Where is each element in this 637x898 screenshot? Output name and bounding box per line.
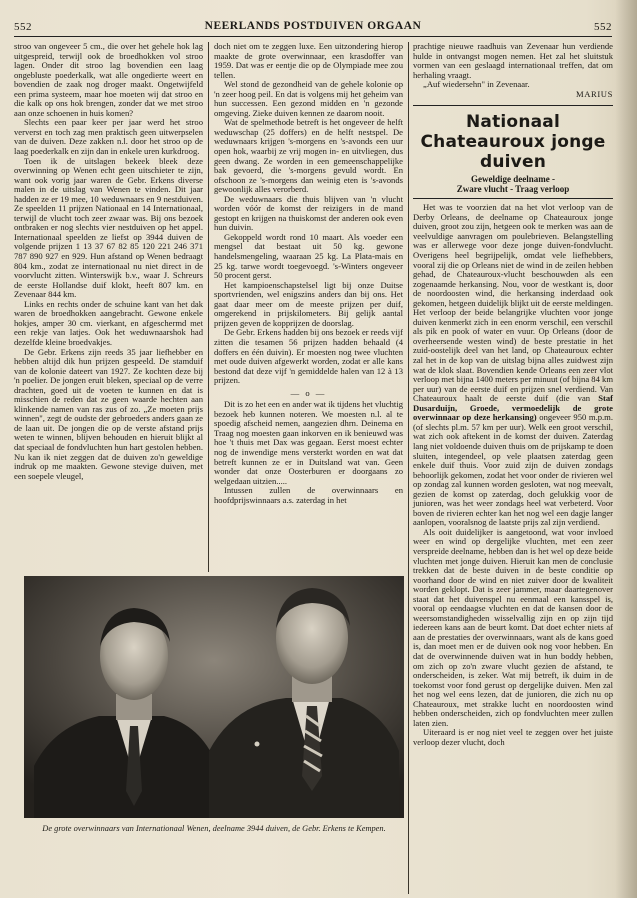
- paragraph: De weduwnaars die thuis blijven van 'n vlucht worden vóór de komst der reizigers in de mand gestopt en krijgen na thuiskomst der anderen ook even hun duivin.: [214, 193, 403, 233]
- paragraph: stroo van ongeveer 5 cm., die over het gehele hok lag uitgespreid, terwijl ook de broedhokken vol stroo lagen. Onder dit stroo lag bovendien een laag ongebluste poederkalk, wat alle ongedierte weert en bovendien de zaak nog droger maakt. Ongetwijfeld een prima systeem, maar hoe moeten wij dat stroo en die kalk op ons hok brengen, zonder dat we met stroo aan onze schoenen in huis komen?: [14, 41, 203, 118]
- paragraph: Als ooit duidelijker is aangetoond, wat voor invloed weer en wind op dergelijke vluchten, met een zeer verspreide deelname, hebben dan is het wel op deze beide vluchten met jonge duiven. Hieruit kan men de conclusie trekken dat de beste duiven in de beste conditie op voorhand door de wind en niet zuiver door de kwaliteit worden geklopt. Dat is zeer jammer, maar daartegenover staat dat het duivenspel nu eenmaal een kansspel is, vooral op eendaagse vluchten en dat de kansen door de weersomstandigheden wisselvallig zijn en op zijn tijd iedereen kans aan de beurt komt. Dat doet echter niets af aan de prestaties der overwinnaars, want als de kans goed is, dan moet men er de duiven ook nog voor hebben. En dat de overwinnende duiven wat in hun boddy hebben, om zich op zo'n zware vlucht gezien de afstand, te onderscheiden, is zeker. Wat mij betreft, ik duim in de toekomst voor fond gerust op dergelijke duiven. Men zal het nog wel eens lezen, dat de junioren, die zich nu op Chateauroux, met strakke lucht en noordoosten wind hebben onderscheiden, zich op fondvluchten meer zullen laten zien.: [413, 526, 613, 728]
- paragraph: Gekoppeld wordt rond 10 maart. Als voeder een mengsel dat bestaat uit 50 kg. gewone handelsmengeling, waaraan 25 kg. La Plata-mais en 25 kg. tarwe wordt toegevoegd. 's-Winters ongeveer 50 procent gerst.: [214, 231, 403, 281]
- photo-two-men: [24, 576, 404, 818]
- paragraph: [413, 203, 613, 528]
- paragraph: Het kampioenschapstelsel ligt bij onze Duitse sportvrienden, wel enigszins anders dan bij ons. Het gaat daar meer om de meeste prijzen per duif, omgerekend in prijskilometers. Bij gelijk aantal prijzen geven de kopprijzen de doorslag.: [214, 279, 403, 328]
- page-number-right: 552: [594, 21, 612, 33]
- paragraph: Dit is zo het een en ander wat ik tijdens het vluchtig bezoek heb kunnen noteren. We moesten n.l. al te spoedig afscheid nemen, aangezien dhrn. Deinema en Traag nog moesten gaan inkorven en ik benieuwd was hoe 't thuis met Dax was gegaan. Eerst moest echter nog de inwendige mens versterkt worden en wat dat betreft kunnen ze er in Duitsland wat van. Geen wonder dat onze Oosterburen er doorgaans zo welgedaan uitzien.....: [214, 399, 403, 486]
- publication-title: NEERLANDS POSTDUIVEN ORGAAN: [204, 20, 422, 32]
- paragraph-text: ongeveer 950 m.p.m. (of slechts pl.m. 57 km per uur). Welk een groot verschil, wat zich ook aftekent in de komst der duiven. Zaterdag lang niet voldoende duiven thuis om de prijskamp te doen sluiten, integendeel, op vele plaatsen zaterdag geen enkele duif thuis. Voor zuid zijn de duiven zondags behoorlijk gekomen, zodat het voor onder de rivieren wel op zondag zal kunnen worden gesloten, wat nog meevalt, gezien de komst op zaterdag, doch gelukkig voor de junioren, was het weer zondags heel wat verbeterd. Voor boven de rivieren echter kan het nog wel een dagje langer aanlopen, vooralsnog de laatste prijs zal zijn verdiend.: [413, 412, 613, 528]
- paragraph: doch niet om te zeggen luxe. Een uitzondering hierop maakte de grote overwinnaar, een krasdoffer van 1959. Dat was er eentje die op de Olympiade mee zou tellen.: [214, 41, 403, 80]
- author-signature: MARIUS: [575, 88, 613, 99]
- paragraph: Wat de spelmethode betreft is het ongeveer de helft weduwschap (25 doffers) en de helft nestspel. De weduwnaars krijgen 's-morgens en 's-avonds een uur open hok, waarbij ze vrij mogen in- en uitvliegen, dus geen dwang. Ze worden in een gemeenschappelijke bak gevoerd, die 's-morgens gevuld wordt. En ofschoon ze 's-morgens dan weinig eten is 's-avonds gewoonlijk alles verorberd.: [214, 117, 403, 195]
- article-column-2: [214, 42, 403, 572]
- article-subhead-1: Geweldige deelname -: [471, 174, 555, 185]
- paragraph: Slechts een paar keer per jaar werd het stroo ververst en toch zag men praktisch geen uitwerpselen van de duiven. Deze zakken n.l. door het stroo op de laag poederkalk en zijn dan in enkele uren kurkdroog.: [14, 117, 203, 157]
- column-rule-1: [208, 42, 209, 572]
- photo-caption: De grote overwinnaars van Internationaal Wenen, deelname 3944 duiven, de Gebr. Erkens te Kempen.: [42, 824, 386, 833]
- article-subhead-2: Zware vlucht - Traag verloop: [456, 184, 570, 195]
- paragraph-bold-text: Staf Dusarduijn, Groede, vermoedelijk de grote overwinnaar op deze herkansing): [413, 393, 613, 423]
- photo-illustration: [24, 576, 404, 818]
- column-rule-2: [408, 42, 409, 894]
- paragraph: Toen ik de uitslagen bekeek bleek deze overwinning op Wenen echt geen uitschieter te zijn, want ook vorig jaar waren de Gebr. Erkens diverse malen in de uitslag van Wenen te vinden. Dit jaar hadden ze er 19 mee, 10 weduwnaars en 9 nestduiven. Ze speelden 11 prijzen Nationaal en 14 Internationaal, terwijl de vlucht toch zeer zwaar was. Bij ons bezoek ontbraken er nog slechts vier nestduiven op het appel. Internationaal speelden ze liefst op 3944 duiven de volgende prijzen 1 13 37 67 82 85 120 221 246 371 787 890 927 en 929. Hun afstand op Wenen bedraagt 804 km., zodat ze internationaal nu niet direct in de voorvlucht zitten. Winterswijk b.v., waar J. Schreurs de eerste Hollandse duif klokt, heeft 807 km. en Zevenaar 844 km.: [14, 155, 203, 300]
- article-headline-block: [413, 105, 613, 199]
- paragraph: „Auf wiedersehn" in Zevenaar.: [423, 79, 530, 90]
- article-column-1: [14, 42, 203, 572]
- page-edge-shadow: [615, 0, 637, 898]
- paragraph: De Gebr. Erkens zijn reeds 35 jaar liefhebber en hebben altijd dik hun prijzen gespeeld. De stamduif van de kolonie dateert van 1927. Ze kochten deze bij 'n poelier. De jongen eruit bleken, speciaal op de verre drachten, goed uit de voeten te kunnen en dat is misschien de reden dat ze geen waarde hechten aan klinkende namen van ras zus of zo. „Ze moeten prijs winnen", zegt de oudste der gebroeders anders gaan ze de laan uit. De jongen die op de verste afstand prijs weten te winnen, blijven behouden en hieruit blijkt al dat speciaal de fondvluchten hun hart gestolen hebben. Nu kan ik niet zeggen dat de duiven zo'n geweldige indruk op me maakten. Gewone stevige duiven, met een soepele vleugel,: [14, 346, 203, 481]
- paragraph: Wel stond de gezondheid van de gehele kolonie op 'n zeer hoog peil. En dat is volgens mij het geheim van hun successen. Een gezond midden en 'n gezonde omgeving. Zieke duiven kennen ze daarom nooit.: [214, 79, 403, 118]
- article-column-3: [413, 42, 613, 894]
- paragraph: prachtige nieuwe raadhuis van Zevenaar hun verdiende hulde in ontvangst mogen nemen. Het zal het sluitstuk vormen van een geslaagd internationaal treffen, dat om herhaling vraagt.: [413, 41, 613, 80]
- paragraph-text: Het was te voorzien dat na het vlot verloop van de Derby Orleans, de deelname op Chateauroux jonge duiven, groot zou zijn, hetgeen ook te merken was aan de veelvuldige aanvragen om poulebrieven. Belangstelling was er allerwege voor deze jonge duiven-fondvlucht. Overigens heel begrijpelijk, omdat vele liefhebbers, vooral zij die op Orleans niet de wind in de zeilen hebben gehad, de Chateauroux-vlucht beschouwden als een zogenaamde herkansing. Nou, voor de westkant is, door de noordoosten wind, die herkansing inderdaad ook gekomen, hetgeen duidelijk blijkt uit de eerste meldingen. Het verloop der beide belangrijke vluchten voor jonge duiven kenmerkt zich in een enorm verschil, een verschil als pik en pook of water en vuur. Op Orleans (door de overheersende westen wind) de beste prestatie in het zuid-oostelijk deel van het land, op Chateauroux echter zal het in de kop van de uitslag bijna alles zuidwest zijn wat de klok slaat. Bovendien kende Orleans een zeer vlot verloop met bijna 1400 meters per minuut (of bijna 84 km per uur) van de eerste duif en prijzen snel verdiend. Van Chateauroux haalt de eerste duif (die van: [413, 202, 614, 404]
- paragraph: Uiteraard is er nog niet veel te zeggen over het juiste verloop dezer vlucht, doch: [413, 727, 613, 747]
- paragraph: Links en rechts onder de schuine kant van het dak waren de broedhokken aangebracht. Gewone enkele hokjes, amper 30 cm. vierkant, en afgeschermd met een rekje van latjes. Ook het weduwnaarshok had dezelfde kleine broedvakjes.: [14, 298, 203, 347]
- page-header: [14, 20, 612, 37]
- section-divider: — o —: [290, 387, 327, 398]
- article-headline: Nationaal Chateauroux jonge duiven: [420, 112, 606, 173]
- paragraph: Intussen zullen de overwinnaars en hoofdprijswinnaars a.s. zaterdag in het: [214, 485, 403, 505]
- paragraph: De Gebr. Erkens hadden bij ons bezoek er reeds vijf zitten die tesamen 56 prijzen hadden behaald (4 doffers en één duivin). Er moesten nog twee vluchten met oude duiven afgewerkt worden, zodat er alle kans bestond dat deze vijf 'n gemiddelde halen van 12 à 13 prijzen.: [214, 327, 403, 386]
- page-number-left: 552: [14, 21, 32, 33]
